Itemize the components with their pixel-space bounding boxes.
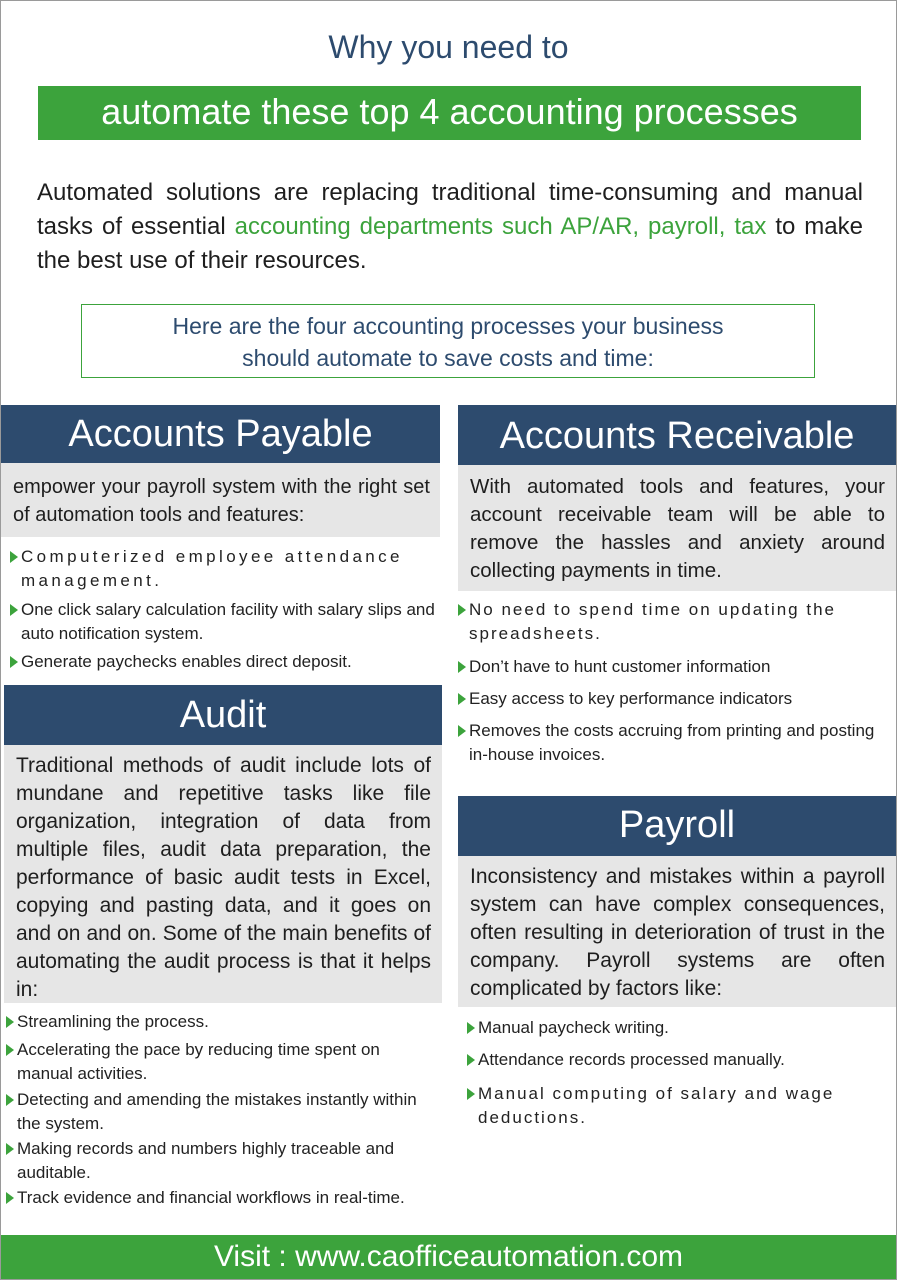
intro-paragraph xyxy=(37,176,863,278)
arrow-bullet-icon xyxy=(458,725,466,737)
callout-box xyxy=(81,304,815,378)
arrow-bullet-icon xyxy=(6,1016,14,1028)
list-item: Streamlining the process. xyxy=(6,1010,426,1034)
payroll-description: Inconsistency and mistakes within a payroll system can have complex consequences, often resulting in deterioration of trust in the company. Payroll systems are often complicated by factors like: xyxy=(458,856,896,1007)
list-item: Track evidence and financial workflows in real-time. xyxy=(6,1186,426,1210)
callout-line-1: Here are the four accounting processes your business xyxy=(172,313,724,339)
audit-description: Traditional methods of audit include lots of mundane and repetitive tasks like file organization, integration of data from multiple files, audit data preparation, the performance of basic audit tests in Excel, copying and pasting data, and it goes on and on and on. Some of the main benefits of automating the audit process is that it helps in: xyxy=(4,745,442,1003)
list-item: Computerized employee attendance management. xyxy=(10,545,440,593)
arrow-bullet-icon xyxy=(467,1022,475,1034)
arrow-bullet-icon xyxy=(6,1094,14,1106)
list-item: Don’t have to hunt customer information xyxy=(458,655,886,679)
arrow-bullet-icon xyxy=(458,693,466,705)
accounts-payable-heading: Accounts Payable xyxy=(1,405,440,463)
arrow-bullet-icon xyxy=(467,1054,475,1066)
title-banner: automate these top 4 accounting processes xyxy=(38,86,861,140)
list-item: Easy access to key performance indicators xyxy=(458,687,886,711)
intro-text-end: to make the best use of their resources. xyxy=(37,213,863,274)
list-item: Manual paycheck writing. xyxy=(467,1016,892,1040)
arrow-bullet-icon xyxy=(6,1143,14,1155)
intro-highlight: accounting departments such AP/AR, payroll, tax xyxy=(234,213,767,240)
arrow-bullet-icon xyxy=(10,656,18,668)
accounts-receivable-heading: Accounts Receivable xyxy=(458,405,896,465)
callout-line-2: should automate to save costs and time: xyxy=(242,345,654,371)
arrow-bullet-icon xyxy=(6,1192,14,1204)
arrow-bullet-icon xyxy=(10,604,18,616)
arrow-bullet-icon xyxy=(10,551,18,563)
arrow-bullet-icon xyxy=(458,604,466,616)
arrow-bullet-icon xyxy=(6,1044,14,1056)
arrow-bullet-icon xyxy=(467,1088,475,1100)
list-item: Accelerating the pace by reducing time spent on manual activities. xyxy=(6,1038,426,1086)
list-item: Attendance records processed manually. xyxy=(467,1048,892,1072)
list-item: Detecting and amending the mistakes instantly within the system. xyxy=(6,1088,426,1136)
accounts-payable-description: empower your payroll system with the right set of automation tools and features: xyxy=(1,463,440,537)
list-item: Making records and numbers highly traceable and auditable. xyxy=(6,1137,426,1185)
accounts-receivable-description: With automated tools and features, your account receivable team will be able to remove the hassles and anxiety around collecting payments in time. xyxy=(458,465,896,591)
list-item: Removes the costs accruing from printing and posting in-house invoices. xyxy=(458,719,886,767)
list-item: Manual computing of salary and wage deductions. xyxy=(467,1082,892,1130)
arrow-bullet-icon xyxy=(458,661,466,673)
intro-text: Automated solutions are replacing traditional time-consuming and manual tasks of essential xyxy=(37,179,863,240)
title-line-1: Why you need to xyxy=(328,29,569,65)
audit-heading: Audit xyxy=(4,685,442,745)
footer-website-banner: Visit : www.caofficeautomation.com xyxy=(1,1235,896,1279)
list-item: Generate paychecks enables direct deposit. xyxy=(10,650,440,674)
list-item: No need to spend time on updating the spreadsheets. xyxy=(458,598,886,646)
list-item: One click salary calculation facility with salary slips and auto notification system. xyxy=(10,598,440,646)
payroll-heading: Payroll xyxy=(458,796,896,856)
